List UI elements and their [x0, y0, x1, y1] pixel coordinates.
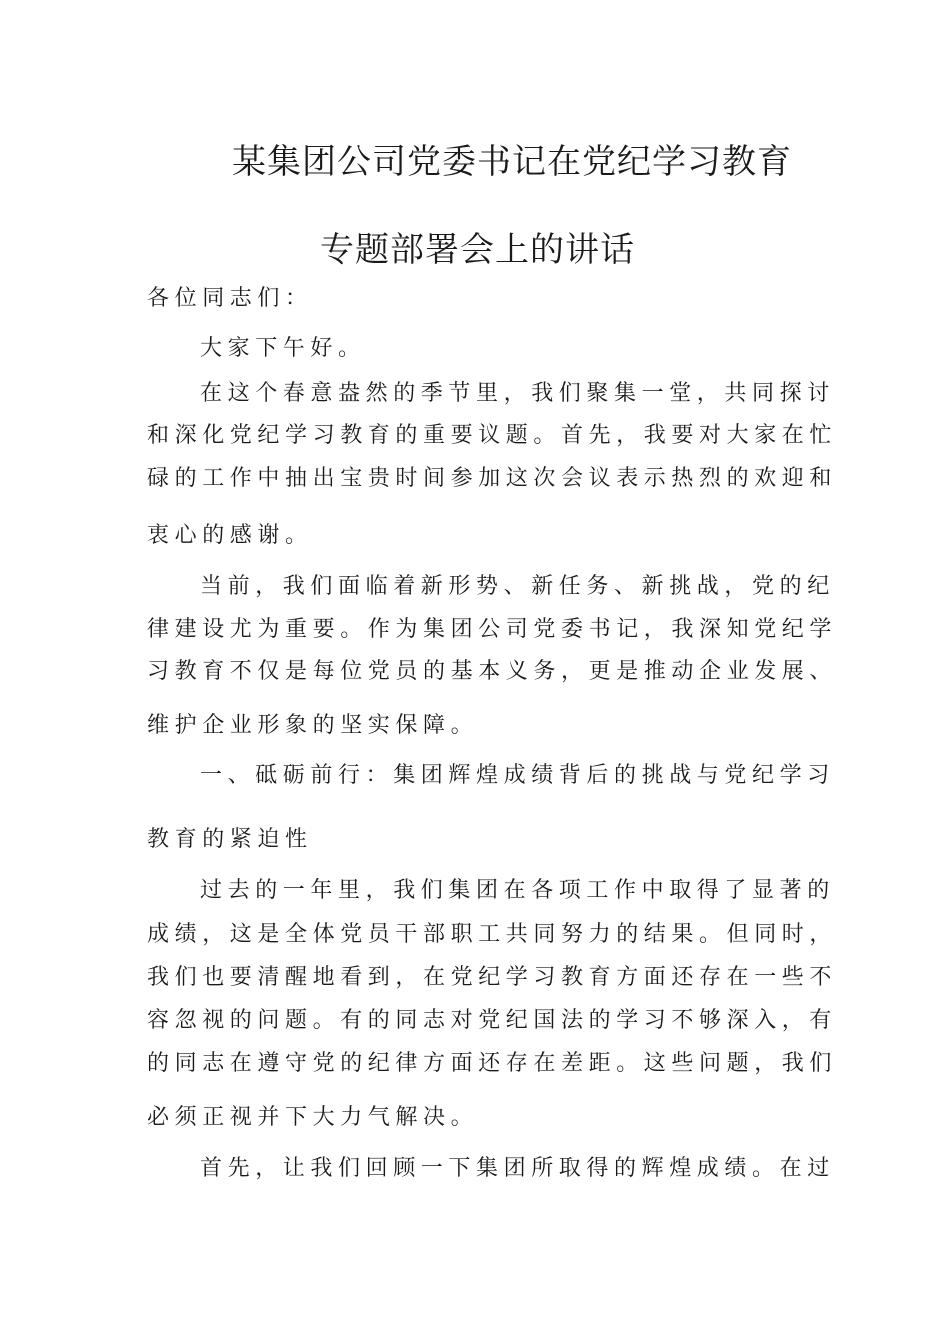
paragraph-line: 当前，我们面临着新形势、新任务、新挑战，党的纪 — [200, 574, 835, 599]
paragraph-line: 首先，让我们回顾一下集团所取得的辉煌成绩。在过 — [200, 1156, 835, 1181]
heading-line: 教育的紧迫性 — [147, 827, 313, 852]
paragraph-line: 必须正视并下大力气解决。 — [147, 1105, 479, 1130]
paragraph-line: 律建设尤为重要。作为集团公司党委书记，我深知党纪学 — [147, 617, 838, 642]
paragraph-line: 在这个春意盎然的季节里，我们聚集一堂，共同探讨 — [200, 381, 835, 406]
greeting: 大家下午好。 — [200, 336, 366, 361]
heading-line: 一、砥砺前行：集团辉煌成绩背后的挑战与党纪学习 — [200, 763, 835, 788]
paragraph-line: 成绩，这是全体党员干部职工共同努力的结果。但同时， — [147, 922, 838, 947]
paragraph-line: 碌的工作中抽出宝贵时间参加这次会议表示热烈的欢迎和 — [147, 466, 838, 491]
salutation: 各位同志们： — [147, 286, 313, 311]
document-title-line-2: 专题部署会上的讲话 — [320, 230, 635, 270]
paragraph-line: 的同志在遵守党的纪律方面还存在差距。这些问题，我们 — [147, 1051, 838, 1076]
paragraph-line: 过去的一年里，我们集团在各项工作中取得了显著的 — [200, 878, 835, 903]
document-title-line-1: 某集团公司党委书记在党纪学习教育 — [232, 142, 792, 182]
paragraph-line: 和深化党纪学习教育的重要议题。首先，我要对大家在忙 — [147, 423, 838, 448]
paragraph-line: 习教育不仅是每位党员的基本义务，更是推动企业发展、 — [147, 659, 838, 684]
paragraph-line: 衷心的感谢。 — [147, 523, 313, 548]
paragraph-line: 容忽视的问题。有的同志对党纪国法的学习不够深入，有 — [147, 1008, 838, 1033]
paragraph-line: 维护企业形象的坚实保障。 — [147, 713, 479, 738]
paragraph-line: 我们也要清醒地看到，在党纪学习教育方面还存在一些不 — [147, 965, 838, 990]
